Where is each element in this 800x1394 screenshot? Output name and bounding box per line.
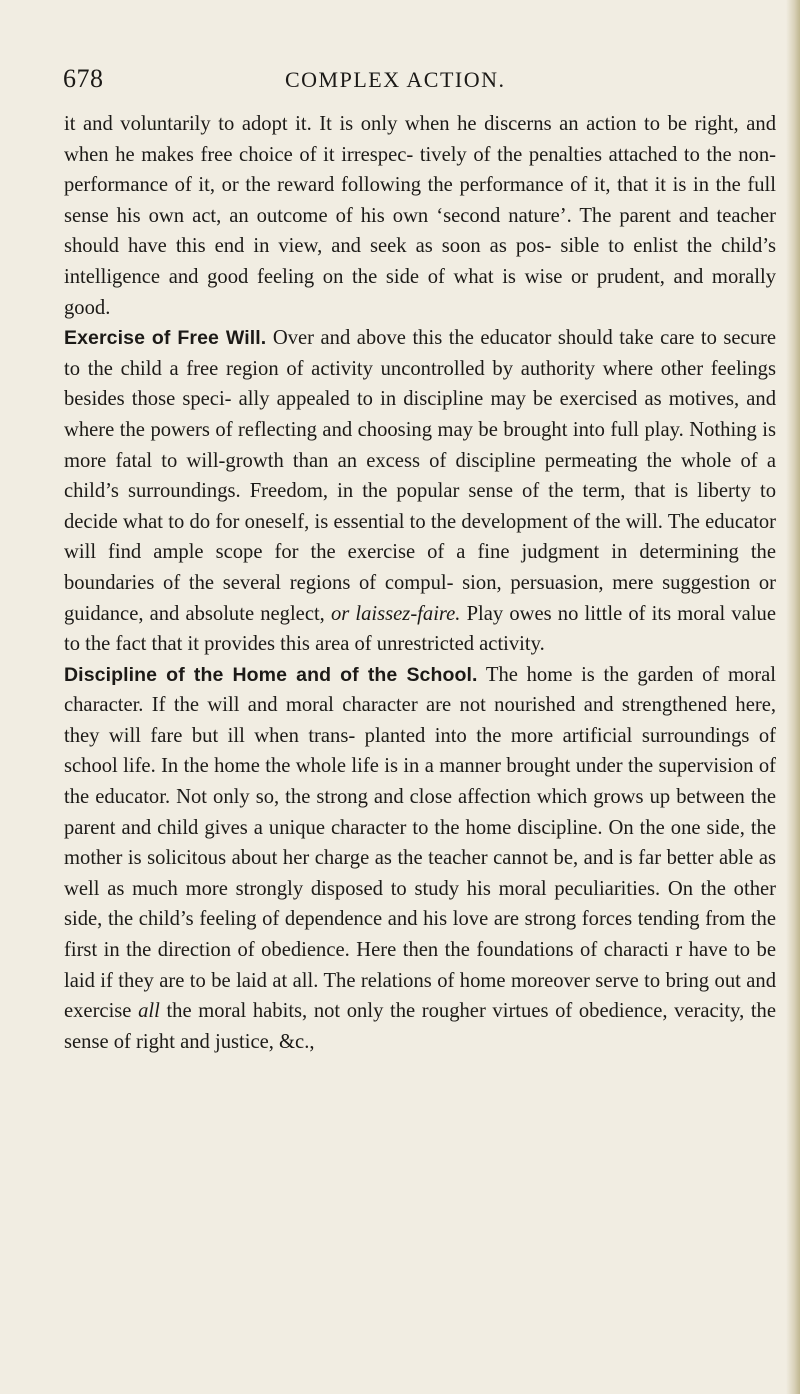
paragraph-text: the moral habits, not only the rougher virtues of obedience, veracity, the sense of right and justice, &c., [64, 1000, 776, 1053]
paragraph-text: Play owes no little of its moral value to the fact that it provides this area of unrestricted activity. [64, 602, 776, 656]
section-heading-home-school: Discipline of the Home and of the School. [64, 663, 478, 686]
italic-phrase: or laissez-faire. [330, 602, 461, 625]
paragraph-home-school [64, 660, 776, 1058]
section-heading-free-will: Exercise of Free Will. [64, 327, 267, 350]
paragraph-text: it and voluntarily to adopt it. It is only when he discerns an action to be right, and when he makes free choice of it irrespec- tively of the penalties attached to the non-performance of it, or the reward following the performance of it, that it is in the full sense his own act, an outcome of his own ‘second nature’. The parent and teacher should have this end in view, and seek as soon as pos- sible to enlist the child’s intelligence and good feeling on the side of what is wise or prudent, and morally good. [64, 113, 776, 319]
paragraph-free-will [64, 323, 776, 660]
page-header [63, 64, 775, 98]
paragraph-text: Over and above this the educator should take care to secure to the child a free region of activity uncontrolled by authority where other feelings besides those speci- ally appealed to in discipline may be exercised as motives, and where the powers of reflecting and choosing may be brought into full play. Nothing is more fatal to will-growth than an excess of discipline permeating the whole of a child’s surroundings. Freedom, in the popular sense of the term, that is liberty to decide what to do for oneself, is essential to the development of the will. The educator will find ample scope for the exercise of a fine judgment in determining the boundaries of the several regions of compul- sion, persuasion, mere suggestion or guidance, and absolute neglect, [64, 327, 776, 625]
paragraph-continuation [64, 109, 776, 323]
page-edge-shadow [786, 0, 800, 1394]
body-text [64, 109, 776, 1057]
page-number: 678 [63, 64, 104, 93]
italic-word: all [138, 1000, 160, 1023]
paragraph-text: The home is the garden of moral character. If the will and moral character are not nourished and strengthened here, they will fare but ill when trans- planted into the more artificial surroundings of school life. In the home the whole life is in a manner brought under the supervision of the educator. Not only so, the strong and close affection which grows up between the parent and child gives a unique character to the home discipline. On the one side, the mother is solicitous about her charge as the teacher cannot be, and is far better able as well as much more strongly disposed to study his moral peculiarities. On the other side, the child’s feeling of dependence and his love are strong forces tending from the first in the direction of obedience. Here then the foundations of characti r have to be laid if they are to be laid at all. The relations of home moreover serve to bring out and exercise [64, 663, 776, 1023]
running-head: COMPLEX ACTION. [285, 67, 506, 92]
